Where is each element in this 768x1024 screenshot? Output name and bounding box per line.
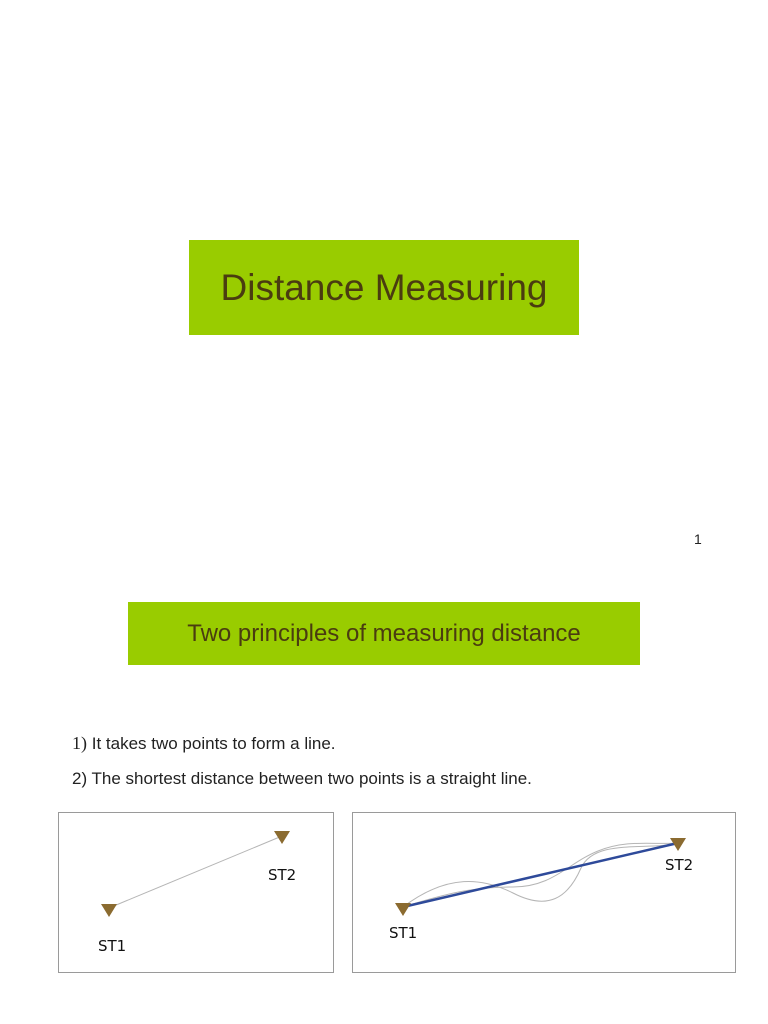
station-marker-icon (395, 903, 411, 916)
station-marker-icon (274, 831, 290, 844)
principle-item (72, 733, 336, 754)
principle-number: 2) (72, 769, 88, 788)
station-label-st1: ST1 (98, 937, 127, 955)
shortest-distance-diagram (352, 812, 736, 973)
station-label-st1: ST1 (389, 924, 418, 942)
slide-title-box (128, 602, 640, 665)
principle-number: 1) (72, 733, 87, 753)
connecting-line (109, 836, 282, 908)
principle-text: It takes two points to form a line. (87, 734, 336, 753)
distance-diagram-svg (353, 813, 737, 974)
principle-item (72, 769, 532, 789)
station-label-st2: ST2 (665, 856, 694, 874)
slide-title-box (189, 240, 579, 335)
principles-slide (0, 560, 768, 1024)
two-points-line-diagram (58, 812, 334, 973)
slide-title: Two principles of measuring distance (187, 619, 581, 647)
station-label-st2: ST2 (268, 866, 297, 884)
station-marker-icon (101, 904, 117, 917)
principle-text: The shortest distance between two points is a straight line. (87, 769, 532, 788)
page-number: 1 (694, 531, 702, 547)
straight-line (403, 843, 678, 907)
slide-title: Distance Measuring (220, 266, 548, 308)
